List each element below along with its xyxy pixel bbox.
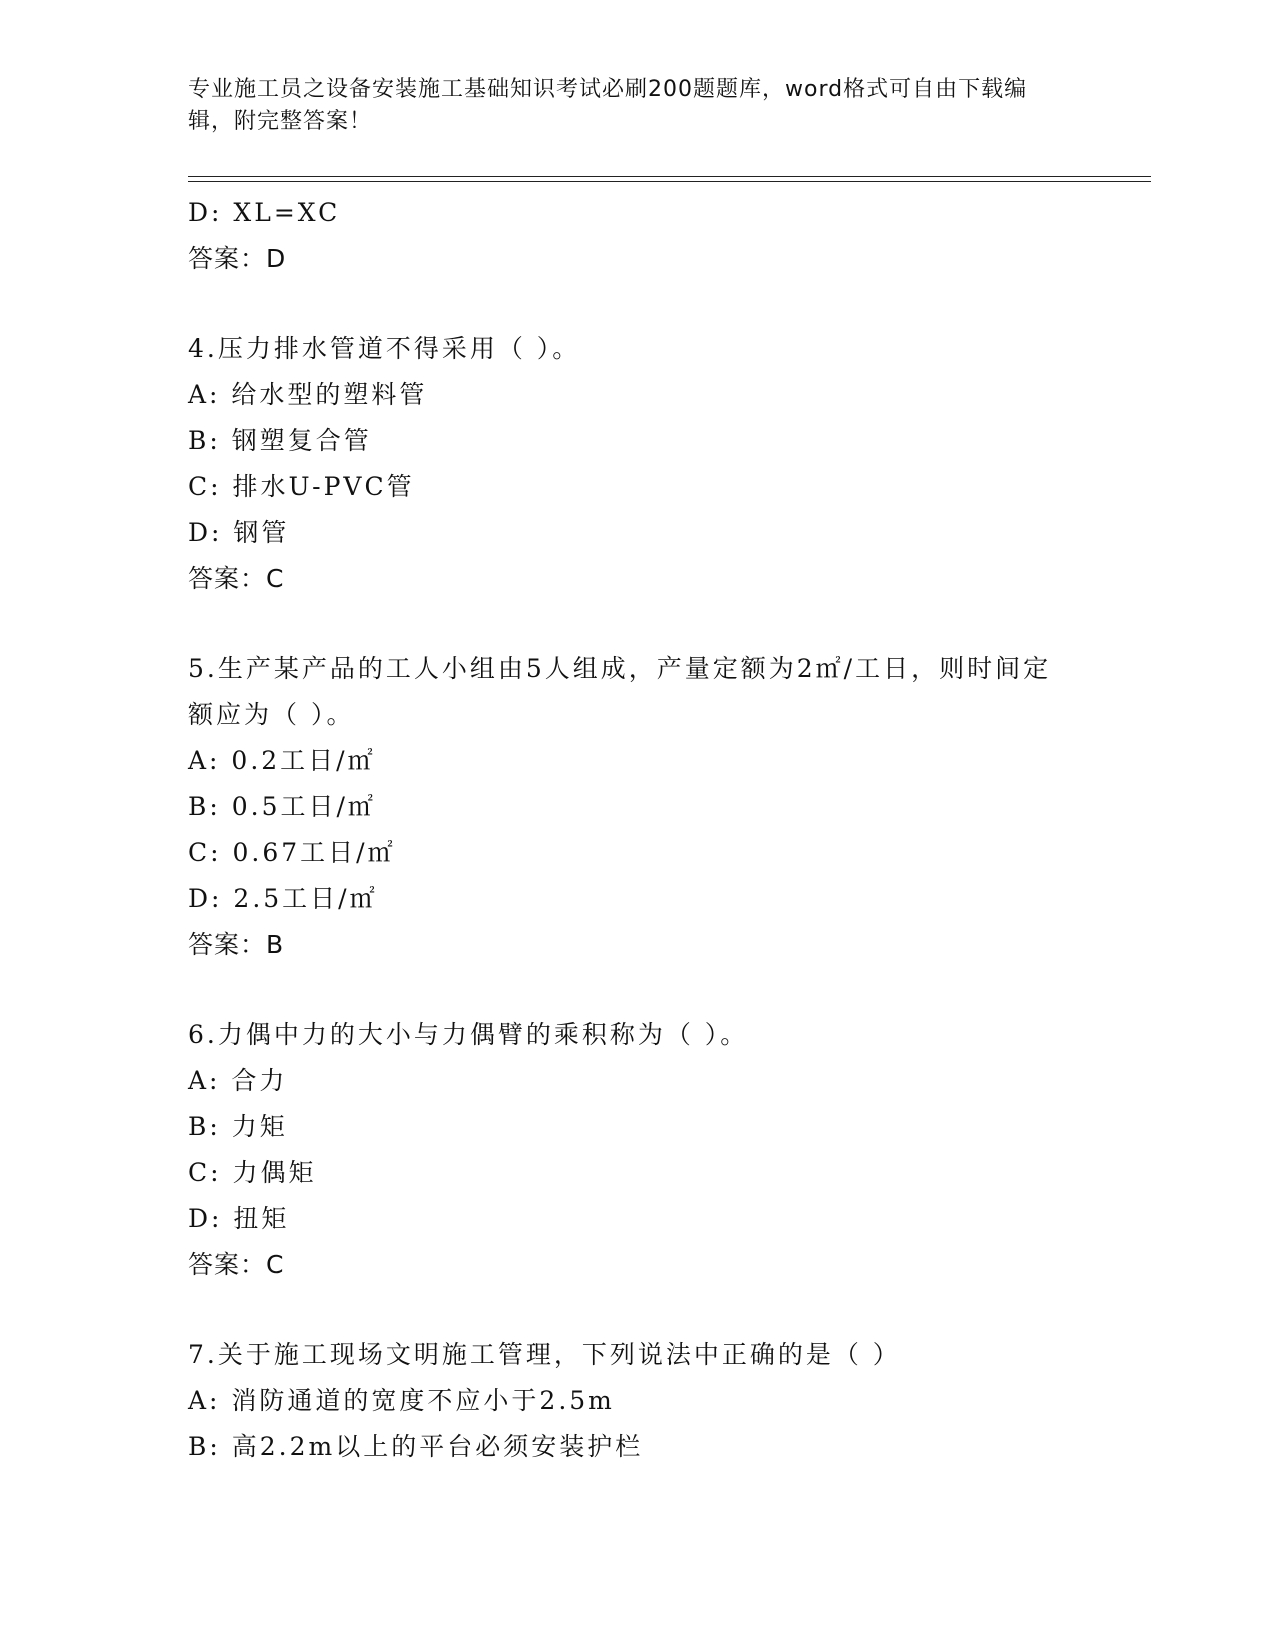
question-item xyxy=(188,326,1088,602)
option-d: D: 扭矩 xyxy=(188,1204,290,1233)
answer-line: 答案：C xyxy=(188,1250,285,1279)
option-d: D: XL=XC xyxy=(188,198,341,227)
question-text: 7.关于施工现场文明施工管理，下列说法中正确的是（ ） xyxy=(188,1340,901,1369)
option-b: B: 高2.2m以上的平台必须安装护栏 xyxy=(188,1432,644,1461)
option-b: B: 0.5工日/㎡ xyxy=(188,792,376,821)
option-d: D: 2.5工日/㎡ xyxy=(188,884,378,913)
option-a: A: 给水型的塑料管 xyxy=(188,380,428,409)
question-list xyxy=(188,190,1088,1470)
option-c: C: 力偶矩 xyxy=(188,1158,317,1187)
option-a: A: 合力 xyxy=(188,1066,288,1095)
answer-line: 答案：D xyxy=(188,244,287,273)
option-c: C: 0.67工日/㎡ xyxy=(188,838,396,867)
question-text: 5.生产某产品的工人小组由5人组成，产量定额为2㎡/工日，则时间定额应为（ ）。 xyxy=(188,654,1052,729)
option-a: A: 0.2工日/㎡ xyxy=(188,746,376,775)
header-rule-top xyxy=(188,176,1151,177)
question-item xyxy=(188,646,1088,968)
header-rule-bottom xyxy=(188,181,1151,182)
question-item xyxy=(188,1332,1088,1470)
question-text: 6.力偶中力的大小与力偶臂的乘积称为（ ）。 xyxy=(188,1020,749,1049)
answer-line: 答案：B xyxy=(188,930,285,959)
page-header-title: 专业施工员之设备安装施工基础知识考试必刷200题题库，word格式可自由下载编辑，附完整答案！ xyxy=(188,77,1028,134)
option-b: B: 力矩 xyxy=(188,1112,288,1141)
question-text: 4.压力排水管道不得采用（ ）。 xyxy=(188,334,581,363)
answer-line: 答案：C xyxy=(188,564,285,593)
option-a: A: 消防通道的宽度不应小于2.5m xyxy=(188,1386,615,1415)
option-b: B: 钢塑复合管 xyxy=(188,426,372,455)
option-d: D: 钢管 xyxy=(188,518,290,547)
option-c: C: 排水U-PVC管 xyxy=(188,472,415,501)
question-item xyxy=(188,1012,1088,1288)
